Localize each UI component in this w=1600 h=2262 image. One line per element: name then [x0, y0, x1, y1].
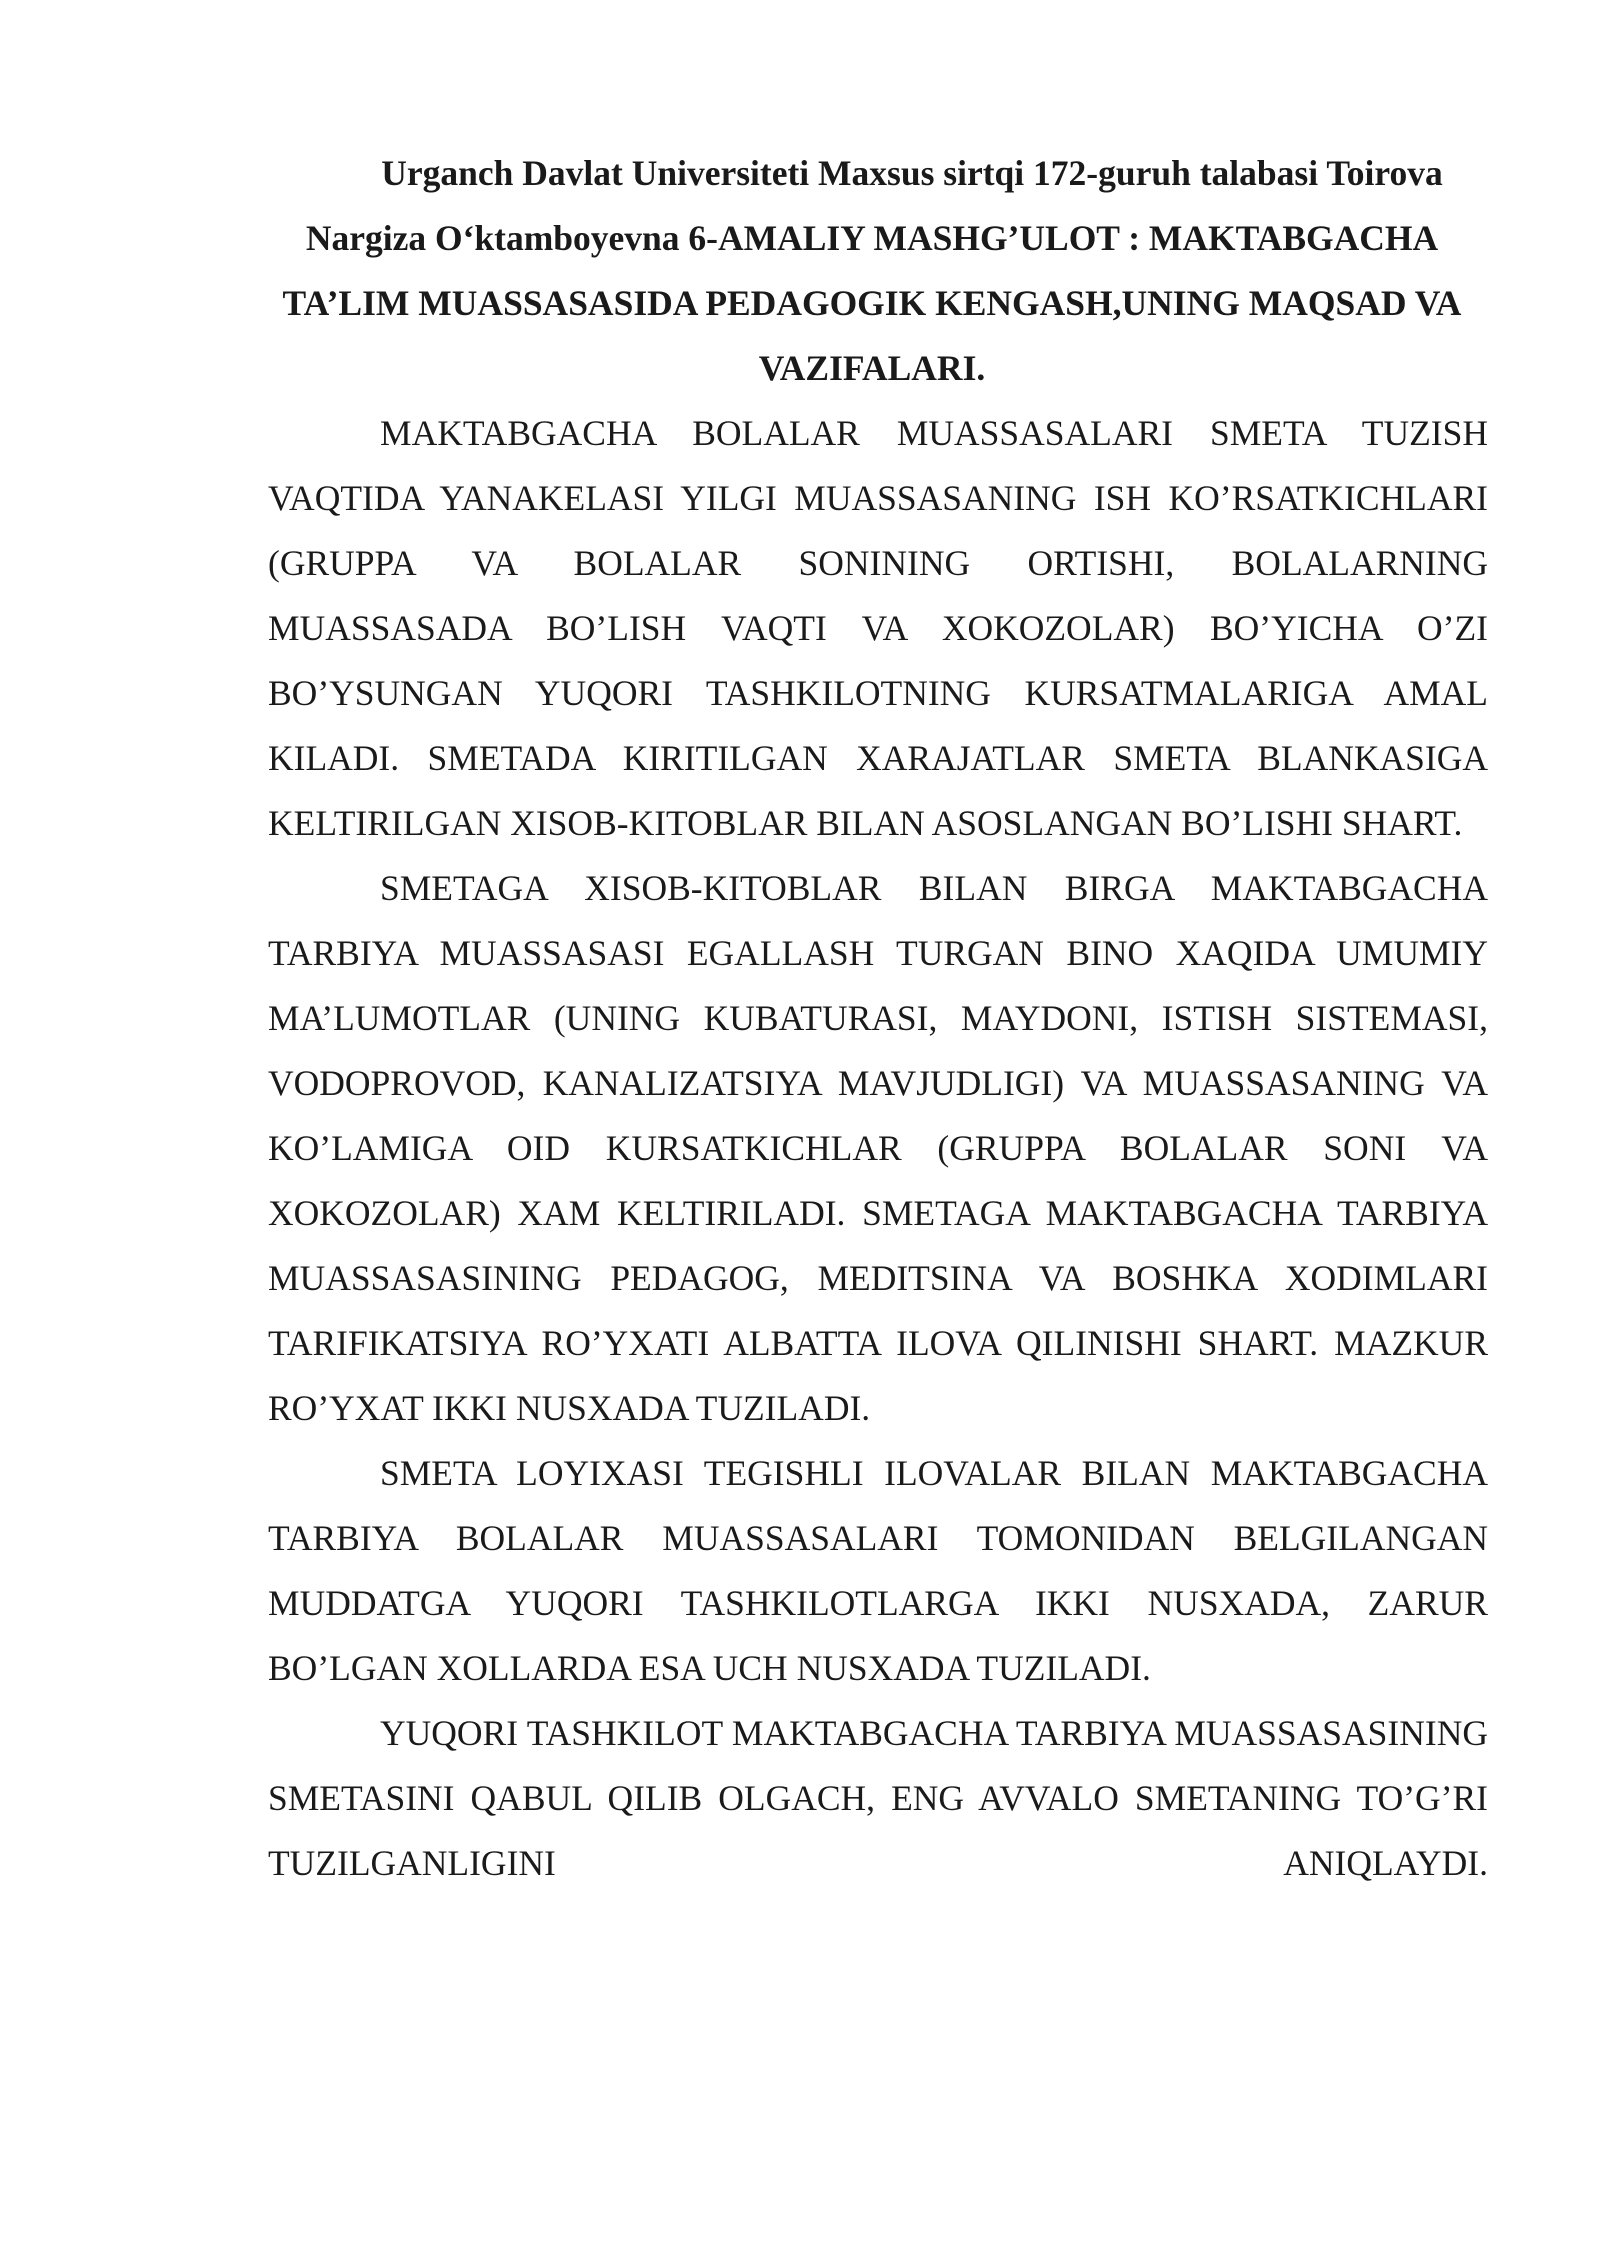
paragraph-1: MAKTABGACHA BOLALAR MUASSASALARI SMETA TUZISH VAQTIDA YANAKELASI YILGI MUASSASANING ISH KO’RSATKICHLARI (GRUPPA VA BOLALAR SONINING ORTISHI, BOLALARNING MUASSASADA BO’LISH VAQTI VA XOKOZOLAR) BO’YICHA O’ZI BO’YSUNGAN YUQORI TASHKILOTNING KURSATMALARIGA AMAL KILADI. SMETADA KIRITILGAN XARAJATLAR SMETA BLANKASIGA KELTIRILGAN XISOB-KITOBLAR BILAN ASOSLANGAN BO’LISHI SHART.	[268, 413, 1488, 843]
document-title: Urganch Davlat Universiteti Maxsus sirtqi 172-guruh talabasi Toirova Nargiza O‘ktamboyevna 6-AMALIY MASHG’ULOT : MAKTABGACHA TA’LIM MUASSASASIDA PEDAGOGIK KENGASH,UNING MAQSAD VA VAZIFALARI.	[282, 153, 1462, 388]
paragraph-4: YUQORI TASHKILOT MAKTABGACHA TARBIYA MUASSASASINING SMETASINI QABUL QILIB OLGACH, ENG AVVALO SMETANING TO’G’RI TUZILGANLIGINI ANIQLAYDI.	[268, 1713, 1488, 1883]
paragraph-3: SMETA LOYIXASI TEGISHLI ILOVALAR BILAN MAKTABGACHA TARBIYA BOLALAR MUASSASALARI TOMONIDAN BELGILANGAN MUDDATGA YUQORI TASHKILOTLARGA IKKI NUSXADA, ZARUR BO’LGAN XOLLARDA ESA UCH NUSXADA TUZILADI.	[268, 1453, 1488, 1688]
title-block	[256, 141, 1488, 401]
paragraph-2: SMETAGA XISOB-KITOBLAR BILAN BIRGA MAKTABGACHA TARBIYA MUASSASASI EGALLASH TURGAN BINO XAQIDA UMUMIY MA’LUMOTLAR (UNING KUBATURASI, MAYDONI, ISTISH SISTEMASI, VODOPROVOD, KANALIZATSIYA MAVJUDLIGI) VA MUASSASANING VA KO’LAMIGA OID KURSATKICHLAR (GRUPPA BOLALAR SONI VA XOKOZOLAR) XAM KELTIRILADI. SMETAGA MAKTABGACHA TARBIYA MUASSASASINING PEDAGOG, MEDITSINA VA BOSHKA XODIMLARI TARIFIKATSIYA RO’YXATI ALBATTA ILOVA QILINISHI SHART. MAZKUR RO’YXAT IKKI NUSXADA TUZILADI.	[268, 868, 1488, 1428]
document-body	[268, 141, 1488, 1896]
